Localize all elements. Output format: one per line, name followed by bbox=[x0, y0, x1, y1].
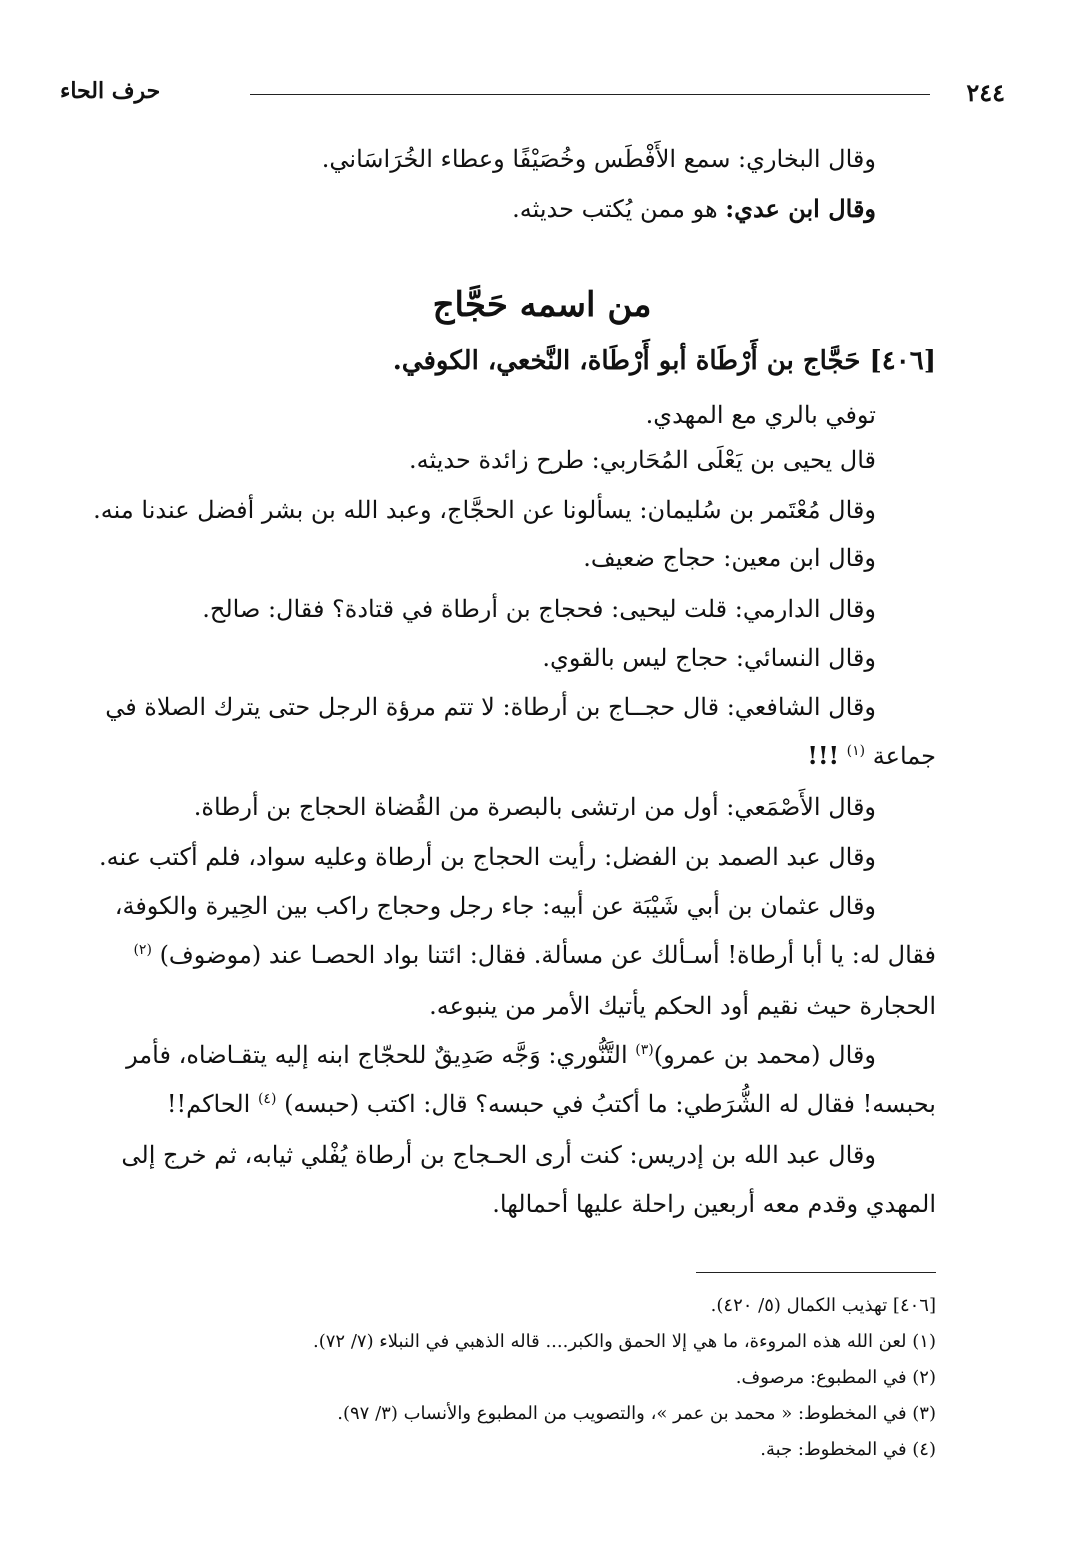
footnote: (١) لعن الله هذه المروءة، ما هي إلا الحمق والكبر.... قاله الذهبي في النبلاء (٧/ ٧٢). bbox=[313, 1331, 936, 1352]
entry-line: قال يحيى بن يَعْلَى المُحَاربي: طرح زائدة حديثه. bbox=[408, 446, 876, 474]
entry-line: توفي بالري مع المهدي. bbox=[645, 401, 876, 429]
entry-line: وقال ابن معين: حجاج ضعيف. bbox=[583, 544, 876, 572]
footnote: (٤) في المخطوط: جبة. bbox=[760, 1439, 936, 1460]
entry-line-text: جماعة bbox=[872, 742, 936, 770]
footnote-marker-1: (١) bbox=[846, 743, 866, 759]
entry-line: وقال عبد الله بن إدريس: كنت أرى الحـجاج بن أرطاة يُفْلي ثيابه، ثم خرج إلى bbox=[121, 1141, 876, 1169]
entry-line bbox=[167, 1087, 936, 1121]
entry-line: الحجارة حيث نقيم أود الحكم يأتيك الأمر من ينبوعه. bbox=[429, 992, 936, 1020]
intro-line-1: وقال البخاري: سمع الأَفْطَس وخُصَيْفًا وعطاء الخُرَاسَاني. bbox=[321, 145, 876, 173]
entry-line bbox=[126, 1038, 876, 1072]
header-rule bbox=[250, 94, 930, 95]
footnote-marker-4: (٤) bbox=[257, 1091, 277, 1107]
footnote: [٤٠٦] تهذيب الكمال (٥/ ٤٢٠). bbox=[710, 1295, 936, 1316]
entry-line: وقال الدارمي: قلت ليحيى: فحجاج بن أرطاة في قتادة؟ فقال: صالح. bbox=[202, 595, 876, 623]
entry-line: المهدي وقدم معه أربعين راحلة عليها أحمالها. bbox=[492, 1190, 936, 1218]
entry-line-text: وقال (محمد بن عمرو) bbox=[653, 1041, 876, 1069]
intro-line-2 bbox=[512, 192, 876, 226]
entry-heading: [٤٠٦] حَجَّاج بن أَرْطَاة أبو أَرْطَاة، النَّخعي، الكوفي. bbox=[392, 346, 936, 376]
entry-line bbox=[807, 739, 936, 773]
entry-line: وقال عثمان بن أبي شَيْبَة عن أبيه: جاء رجل وحجاج راكب بين الحِيرة والكوفة، bbox=[114, 892, 876, 920]
footnote-separator bbox=[696, 1272, 936, 1273]
section-title: من اسمه حَجَّاج bbox=[432, 285, 652, 325]
exclamations: !!! bbox=[807, 741, 840, 770]
entry-line: وقال الأَصْمَعي: أول من ارتشى بالبصرة من القُضاة الحجاج بن أرطاة. bbox=[193, 793, 876, 821]
entry-line: وقال مُعْتَمر بن سُليمان: يسألونا عن الحجَّاج، وعبد الله بن بشر أفضل عندنا منه. bbox=[93, 496, 876, 524]
intro-line-2-speaker: وقال ابن عدي: bbox=[725, 194, 876, 223]
entry-line-text: فقال له: يا أبا أرطاة! أسـألك عن مسألة. فقال: ائتنا بواد الحصـا عند (موضوف) bbox=[159, 941, 936, 969]
entry-line: وقال النسائي: حجاج ليس بالقوي. bbox=[542, 644, 876, 672]
entry-line: وقال الشافعي: قال حجــاج بن أرطاة: لا تتم مرؤة الرجل حتى يترك الصلاة في bbox=[105, 693, 876, 721]
page-number: ٢٤٤ bbox=[966, 78, 1005, 107]
page-header bbox=[60, 78, 1005, 112]
footnote: (٣) في المخطوط: « محمد بن عمر »، والتصويب من المطبوع والأنساب (٣/ ٩٧). bbox=[337, 1403, 936, 1424]
footnote-marker-2: (٢) bbox=[133, 942, 152, 958]
entry-line-text: التَّنُّوري: وَجَّه صَدِيقٌ للحجّاج ابنه إليه يتقـاضاه، فأمر bbox=[126, 1041, 628, 1069]
entry-line-text: الحاكم!! bbox=[166, 1090, 251, 1118]
entry-line bbox=[133, 938, 936, 972]
entry-line-text: بحبسه! فقال له الشُّرَطي: ما أكتبُ في حبسه؟ قال: اكتب (حبسه) bbox=[284, 1090, 936, 1118]
entry-line: وقال عبد الصمد بن الفضل: رأيت الحجاج بن أرطاة وعليه سواد، فلم أكتب عنه. bbox=[99, 843, 876, 871]
intro-line-2-text: هو ممن يُكتب حديثه. bbox=[512, 195, 718, 223]
footnote: (٢) في المطبوع: مرصوف. bbox=[735, 1367, 936, 1388]
footnote-marker-3: (٣) bbox=[635, 1042, 654, 1058]
running-title: حرف الحاء bbox=[60, 78, 161, 104]
